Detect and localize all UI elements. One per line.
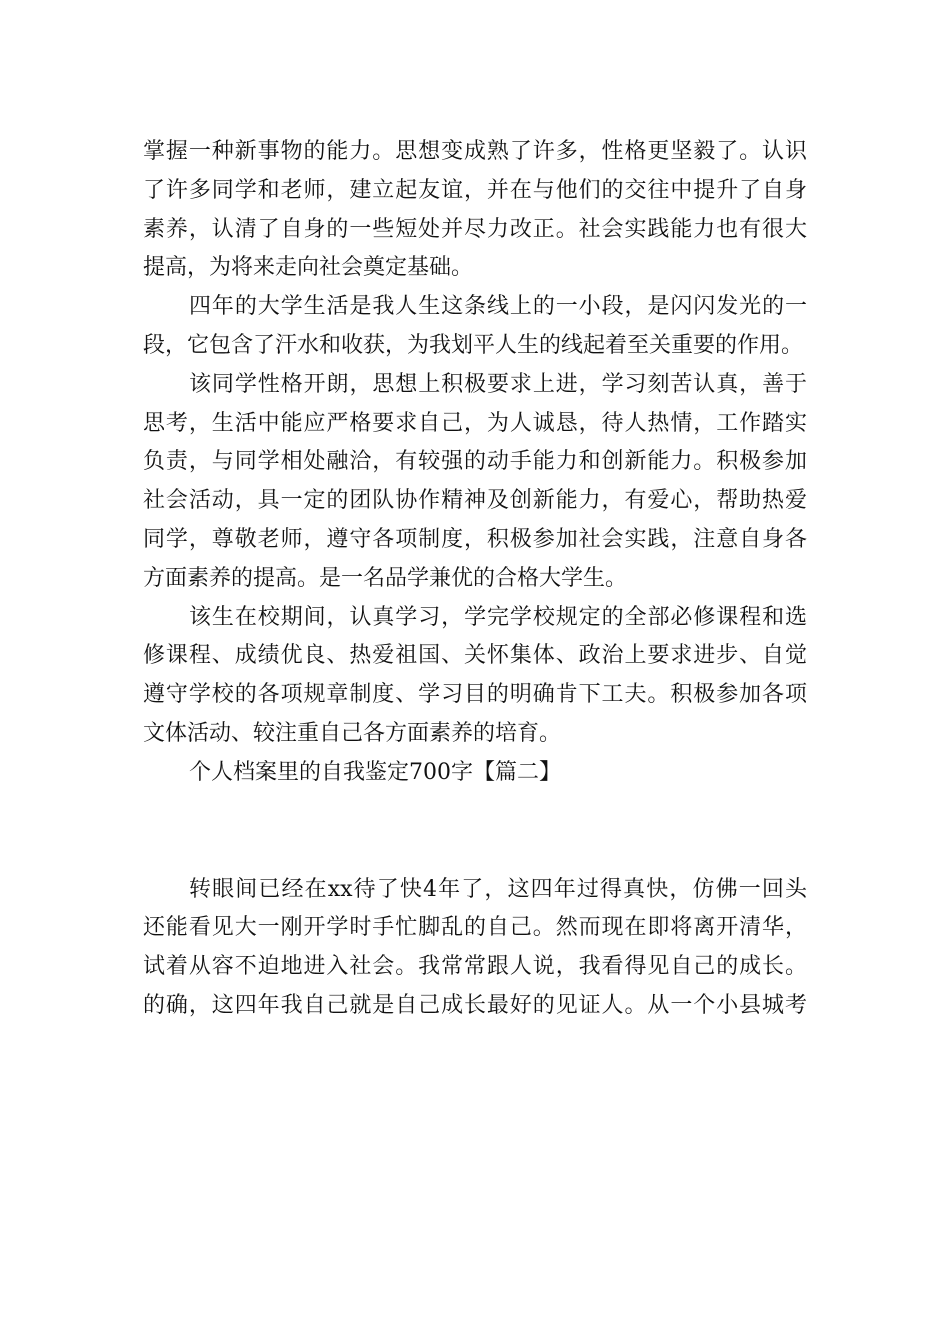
paragraph [143,366,807,599]
text-line: 的确，这四年我自己就是自己成长最好的见证人。从一个小县城考 [143,992,807,1018]
text-line: 四年的大学生活是我人生这条线上的一小段，是闪闪发光的一 [189,294,807,320]
text-line: 素养，认清了自身的一些短处并尽力改正。社会实践能力也有很大 [143,216,807,242]
text-line: 掌握一种新事物的能力。思想变成熟了许多，性格更坚毅了。认识 [143,139,807,164]
document-body [143,133,807,754]
paragraph [143,133,807,288]
text-line: 该同学性格开朗，思想上积极要求上进，学习刻苦认真，善于 [189,371,807,397]
paragraph [143,599,807,754]
paragraph-after-heading [143,871,807,1026]
text-line: 遵守学校的各项规章制度、学习目的明确肯下工夫。积极参加各项 [143,682,807,708]
text-line: 试着从容不迫地进入社会。我常常跟人说，我看得见自己的成长。 [143,954,807,980]
text-line: 段，它包含了汗水和收获，为我划平人生的线起着至关重要的作用。 [143,332,804,358]
text-line: 了许多同学和老师，建立起友谊，并在与他们的交往中提升了自身 [143,177,807,203]
text-line: 提高，为将来走向社会奠定基础。 [143,255,474,281]
text-line: 方面素养的提高。是一名品学兼优的合格大学生。 [143,565,628,591]
text-line: 同学，尊敬老师，遵守各项制度，积极参加社会实践，注意自身各 [143,526,807,552]
text-line: 该生在校期间，认真学习，学完学校规定的全部必修课程和选 [189,604,807,630]
document-page [143,133,807,1026]
text-line: 文体活动、较注重自己各方面素养的培育。 [143,720,562,746]
blank-spacer [143,793,807,871]
text-line: 负责，与同学相处融洽，有较强的动手能力和创新能力。积极参加 [143,449,807,475]
text-line: 思考，生活中能应严格要求自己，为人诚恳，待人热情，工作踏实 [143,410,807,436]
section-heading: 个人档案里的自我鉴定700字【篇二】 [189,759,561,785]
text-line: 社会活动，具一定的团队协作精神及创新能力，有爱心，帮助热爱 [143,488,807,514]
text-line: 转眼间已经在xx待了快4年了，这四年过得真快，仿佛一回头 [189,876,807,902]
text-line: 修课程、成绩优良、热爱祖国、关怀集体、政治上要求进步、自觉 [143,643,807,669]
paragraph [143,288,807,366]
text-line: 还能看见大一刚开学时手忙脚乱的自己。然而现在即将离开清华， [143,915,807,941]
